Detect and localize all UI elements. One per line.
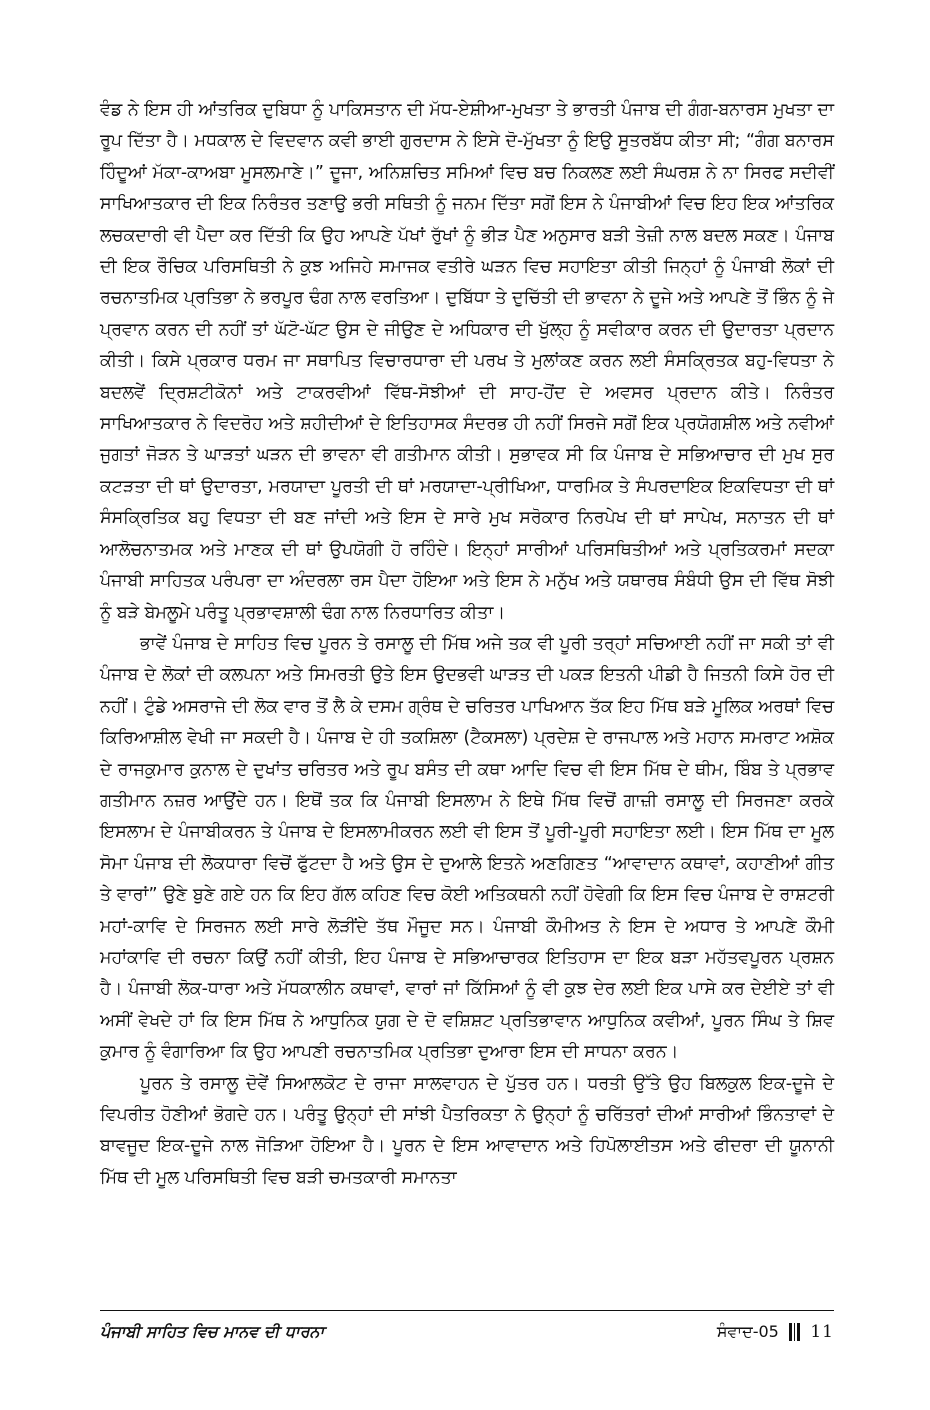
running-title: ਪੰਜਾਬੀ ਸਾਹਿਤ ਵਿਚ ਮਾਨਵ ਦੀ ਧਾਰਨਾ <box>100 1322 325 1341</box>
issue-label: ਸੰਵਾਦ-05 <box>716 1322 779 1341</box>
page-body <box>100 95 834 1194</box>
footer-right <box>717 1322 834 1342</box>
paragraph-3: ਪੂਰਨ ਤੇ ਰਸਾਲੂ ਦੋਵੇਂ ਸਿਆਲਕੋਟ ਦੇ ਰਾਜਾ ਸਾਲਵਾਹਨ ਦੇ ਪੁੱਤਰ ਹਨ। ਧਰਤੀ ਉੱਤੇ ਉਹ ਬਿਲਕੁਲ ਇਕ-ਦੂਜੇ ਦੇ ਵਿਪਰੀਤ ਹੋਣੀਆਂ ਭੋਗਦੇ ਹਨ। ਪਰੰਤੂ ਉਨ੍ਹਾਂ ਦੀ ਸਾਂਝੀ ਪੈਤਰਿਕਤਾ ਨੇ ਉਨ੍ਹਾਂ ਨੂੰ ਚਰਿੱਤਰਾਂ ਦੀਆਂ ਸਾਰੀਆਂ ਭਿੰਨਤਾਵਾਂ ਦੇ ਬਾਵਜੂਦ ਇਕ-ਦੂਜੇ ਨਾਲ ਜੋੜਿਆ ਹੋਇਆ ਹੈ। ਪੂਰਨ ਦੇ ਇਸ ਆਵਾਦਾਨ ਅਤੇ ਹਿਪੋਲਾਈਤਸ ਅਤੇ ਫੀਦਰਾ ਦੀ ਯੂਨਾਨੀ ਮਿੱਥ ਦੀ ਮੂਲ ਪਰਿਸਥਿਤੀ ਵਿਚ ਬੜੀ ਚਮਤਕਾਰੀ ਸਮਾਨਤਾ <box>100 1073 834 1188</box>
page-number: 11 <box>810 1322 834 1342</box>
paragraph-1: ਵੰਡ ਨੇ ਇਸ ਹੀ ਆਂਤਰਿਕ ਦੁਬਿਧਾ ਨੂੰ ਪਾਕਿਸਤਾਨ ਦੀ ਮੱਧ-ਏਸ਼ੀਆ-ਮੁਖਤਾ ਤੇ ਭਾਰਤੀ ਪੰਜਾਬ ਦੀ ਗੰਗ-ਬਨਾਰਸ ਮੁਖਤਾ ਦਾ ਰੂਪ ਦਿੱਤਾ ਹੈ। ਮਧਕਾਲ ਦੇ ਵਿਦਵਾਨ ਕਵੀ ਭਾਈ ਗੁਰਦਾਸ ਨੇ ਇਸੇ ਦੋ-ਮੁੱਖਤਾ ਨੂੰ ਇਉ ਸੂਤਰਬੱਧ ਕੀਤਾ ਸੀ; “ਗੰਗ ਬਨਾਰਸ ਹਿੰਦੂਆਂ ਮੱਕਾ-ਕਾਅਬਾ ਮੂਸਲਮਾਣੇ।” ਦੂਜਾ, ਅਨਿਸ਼ਚਿਤ ਸਮਿਆਂ ਵਿਚ ਬਚ ਨਿਕਲਣ ਲਈ ਸੰਘਰਸ਼ ਨੇ ਨਾ ਸਿਰਫ ਸਦੀਵੀਂ ਸਾਖਿਆਤਕਾਰ ਦੀ ਇਕ ਨਿਰੰਤਰ ਤਣਾਉ ਭਰੀ ਸਥਿਤੀ ਨੂੰ ਜਨਮ ਦਿੱਤਾ ਸਗੋਂ ਇਸ ਨੇ ਪੰਜਾਬੀਆਂ ਵਿਚ ਇਹ ਇਕ ਆਂਤਰਿਕ ਲਚਕਦਾਰੀ ਵੀ ਪੈਦਾ ਕਰ ਦਿੱਤੀ ਕਿ ਉਹ ਆਪਣੇ ਪੱਖਾਂ ਰੁੱਖਾਂ ਨੂੰ ਭੀੜ ਪੈਣ ਅਨੁਸਾਰ ਬੜੀ ਤੇਜ਼ੀ ਨਾਲ ਬਦਲ ਸਕਣ। ਪੰਜਾਬ ਦੀ ਇਕ ਰੌਚਿਕ ਪਰਿਸਥਿਤੀ ਨੇ ਕੁਝ ਅਜਿਹੇ ਸਮਾਜਕ ਵਤੀਰੇ ਘੜਨ ਵਿਚ ਸਹਾਇਤਾ ਕੀਤੀ ਜਿਨ੍ਹਾਂ ਨੂੰ ਪੰਜਾਬੀ ਲੋਕਾਂ ਦੀ ਰਚਨਾਤਮਿਕ ਪ੍ਰਤਿਭਾ ਨੇ ਭਰਪੂਰ ਢੰਗ ਨਾਲ ਵਰਤਿਆ। ਦੁਬਿੱਧਾ ਤੇ ਦੁਚਿੱਤੀ ਦੀ ਭਾਵਨਾ ਨੇ ਦੂਜੇ ਅਤੇ ਆਪਣੇ ਤੋਂ ਭਿੰਨ ਨੂੰ ਜੇ ਪ੍ਰਵਾਨ ਕਰਨ ਦੀ ਨਹੀਂ ਤਾਂ ਘੱਟੋ-ਘੱਟ ਉਸ ਦੇ ਜੀਉਣ ਦੇ ਅਧਿਕਾਰ ਦੀ ਖੁੱਲ੍ਹ ਨੂੰ ਸਵੀਕਾਰ ਕਰਨ ਦੀ ਉਦਾਰਤਾ ਪ੍ਰਦਾਨ ਕੀਤੀ। ਕਿਸੇ ਪ੍ਰਕਾਰ ਧਰਮ ਜਾ ਸਥਾਪਿਤ ਵਿਚਾਰਧਾਰਾ ਦੀ ਪਰਖ ਤੇ ਮੁਲਾਂਕਣ ਕਰਨ ਲਈ ਸੰਸਕ੍ਰਿਤਕ ਬਹੁ-ਵਿਧਤਾ ਨੇ ਬਦਲਵੇਂ ਦ੍ਰਿਸ਼ਟੀਕੋਨਾਂ ਅਤੇ ਟਾਕਰਵੀਆਂ ਵਿੱਥ-ਸੋਝੀਆਂ ਦੀ ਸਾਹ-ਹੋਂਦ ਦੇ ਅਵਸਰ ਪ੍ਰਦਾਨ ਕੀਤੇ। ਨਿਰੰਤਰ ਸਾਖਿਆਤਕਾਰ ਨੇ ਵਿਦਰੋਹ ਅਤੇ ਸ਼ਹੀਦੀਆਂ ਦੇ ਇਤਿਹਾਸਕ ਸੰਦਰਭ ਹੀ ਨਹੀਂ ਸਿਰਜੇ ਸਗੋਂ ਇਕ ਪ੍ਰਯੋਗਸ਼ੀਲ ਅਤੇ ਨਵੀਆਂ ਜੁਗਤਾਂ ਜੋੜਨ ਤੇ ਘਾੜਤਾਂ ਘੜਨ ਦੀ ਭਾਵਨਾ ਵੀ ਗਤੀਮਾਨ ਕੀਤੀ। ਸੁਭਾਵਕ ਸੀ ਕਿ ਪੰਜਾਬ ਦੇ ਸਭਿਆਚਾਰ ਦੀ ਮੁਖ ਸੁਰ ਕਟੜਤਾ ਦੀ ਥਾਂ ਉਦਾਰਤਾ, ਮਰਯਾਦਾ ਪੂਰਤੀ ਦੀ ਥਾਂ ਮਰਯਾਦਾ-ਪ੍ਰੀਖਿਆ, ਧਾਰਮਿਕ ਤੇ ਸੰਪਰਦਾਇਕ ਇਕਵਿਧਤਾ ਦੀ ਥਾਂ ਸੰਸਕ੍ਰਿਤਿਕ ਬਹੁ ਵਿਧਤਾ ਦੀ ਬਣ ਜਾਂਦੀ ਅਤੇ ਇਸ ਦੇ ਸਾਰੇ ਮੁਖ ਸਰੋਕਾਰ ਨਿਰਪੇਖ ਦੀ ਥਾਂ ਸਾਪੇਖ, ਸਨਾਤਨ ਦੀ ਥਾਂ ਆਲੋਚਨਾਤਮਕ ਅਤੇ ਮਾਣਕ ਦੀ ਥਾਂ ਉਪਯੋਗੀ ਹੋ ਰਹਿੰਦੇ। ਇਨ੍ਹਾਂ ਸਾਰੀਆਂ ਪਰਿਸਥਿਤੀਆਂ ਅਤੇ ਪ੍ਰਤਿਕਰਮਾਂ ਸਦਕਾ ਪੰਜਾਬੀ ਸਾਹਿਤਕ ਪਰੰਪਰਾ ਦਾ ਅੰਦਰਲਾ ਰਸ ਪੈਦਾ ਹੋਇਆ ਅਤੇ ਇਸ ਨੇ ਮਨੁੱਖ ਅਤੇ ਯਥਾਰਥ ਸੰਬੰਧੀ ਉਸ ਦੀ ਵਿੱਥ ਸੋਝੀ ਨੂੰ ਬੜੇ ਬੇਮਲੂਮੇ ਪਰੰਤੂ ਪ੍ਰਭਾਵਸ਼ਾਲੀ ਢੰਗ ਨਾਲ ਨਿਰਧਾਰਿਤ ਕੀਤਾ। <box>100 100 834 623</box>
bars-icon <box>789 1323 801 1341</box>
paragraph-2: ਭਾਵੇਂ ਪੰਜਾਬ ਦੇ ਸਾਹਿਤ ਵਿਚ ਪੂਰਨ ਤੇ ਰਸਾਲੂ ਦੀ ਮਿੱਥ ਅਜੇ ਤਕ ਵੀ ਪੂਰੀ ਤਰ੍ਹਾਂ ਸਚਿਆਈ ਨਹੀਂ ਜਾ ਸਕੀ ਤਾਂ ਵੀ ਪੰਜਾਬ ਦੇ ਲੋਕਾਂ ਦੀ ਕਲਪਨਾ ਅਤੇ ਸਿਮਰਤੀ ਉਤੇ ਇਸ ਉਦਭਵੀ ਘਾੜਤ ਦੀ ਪਕੜ ਇਤਨੀ ਪੀਡੀ ਹੈ ਜਿਤਨੀ ਕਿਸੇ ਹੋਰ ਦੀ ਨਹੀਂ। ਟੁੰਡੇ ਅਸਰਾਜੇ ਦੀ ਲੋਕ ਵਾਰ ਤੋਂ ਲੈ ਕੇ ਦਸਮ ਗ੍ਰੰਥ ਦੇ ਚਰਿਤਰ ਪਾਖਿਆਨ ਤੱਕ ਇਹ ਮਿੱਥ ਬੜੇ ਮੂਲਿਕ ਅਰਥਾਂ ਵਿਚ ਕਿਰਿਆਸ਼ੀਲ ਵੇਖੀ ਜਾ ਸਕਦੀ ਹੈ। ਪੰਜਾਬ ਦੇ ਹੀ ਤਕਸ਼ਿਲਾ (ਟੈਕਸਲਾ) ਪ੍ਰਦੇਸ਼ ਦੇ ਰਾਜਪਾਲ ਅਤੇ ਮਹਾਨ ਸਮਰਾਟ ਅਸ਼ੋਕ ਦੇ ਰਾਜਕੁਮਾਰ ਕੁਨਾਲ ਦੇ ਦੁਖਾਂਤ ਚਰਿਤਰ ਅਤੇ ਰੂਪ ਬਸੰਤ ਦੀ ਕਥਾ ਆਦਿ ਵਿਚ ਵੀ ਇਸ ਮਿੱਥ ਦੇ ਥੀਮ, ਬਿੰਬ ਤੇ ਪ੍ਰਭਾਵ ਗਤੀਮਾਨ ਨਜ਼ਰ ਆਉਂਦੇ ਹਨ। ਇਥੋਂ ਤਕ ਕਿ ਪੰਜਾਬੀ ਇਸਲਾਮ ਨੇ ਇਥੇ ਮਿੱਥ ਵਿਚੋਂ ਗਾਜ਼ੀ ਰਸਾਲੂ ਦੀ ਸਿਰਜਣਾ ਕਰਕੇ ਇਸਲਾਮ ਦੇ ਪੰਜਾਬੀਕਰਨ ਤੇ ਪੰਜਾਬ ਦੇ ਇਸਲਾਮੀਕਰਨ ਲਈ ਵੀ ਇਸ ਤੋਂ ਪੂਰੀ-ਪੂਰੀ ਸਹਾਇਤਾ ਲਈ। ਇਸ ਮਿੱਥ ਦਾ ਮੂਲ ਸੋਮਾ ਪੰਜਾਬ ਦੀ ਲੋਕਧਾਰਾ ਵਿਚੋਂ ਫੁੱਟਦਾ ਹੈ ਅਤੇ ਉਸ ਦੇ ਦੁਆਲੇ ਇਤਨੇ ਅਣਗਿਣਤ “ਆਵਾਦਾਨ ਕਥਾਵਾਂ, ਕਹਾਣੀਆਂ ਗੀਤ ਤੇ ਵਾਰਾਂ” ਉਣੇ ਬੁਣੇ ਗਏ ਹਨ ਕਿ ਇਹ ਗੱਲ ਕਹਿਣ ਵਿਚ ਕੋਈ ਅਤਿਕਥਨੀ ਨਹੀਂ ਹੋਵੇਗੀ ਕਿ ਇਸ ਵਿਚ ਪੰਜਾਬ ਦੇ ਰਾਸ਼ਟਰੀ ਮਹਾਂ-ਕਾਵਿ ਦੇ ਸਿਰਜਨ ਲਈ ਸਾਰੇ ਲੋੜੀਂਦੇ ਤੱਥ ਮੌਜੂਦ ਸਨ। ਪੰਜਾਬੀ ਕੌਮੀਅਤ ਨੇ ਇਸ ਦੇ ਅਧਾਰ ਤੇ ਆਪਣੇ ਕੌਮੀ ਮਹਾਂਕਾਵਿ ਦੀ ਰਚਨਾ ਕਿਉਂ ਨਹੀਂ ਕੀਤੀ, ਇਹ ਪੰਜਾਬ ਦੇ ਸਭਿਆਚਾਰਕ ਇਤਿਹਾਸ ਦਾ ਇਕ ਬੜਾ ਮਹੱਤਵਪੂਰਨ ਪ੍ਰਸ਼ਨ ਹੈ। ਪੰਜਾਬੀ ਲੋਕ-ਧਾਰਾ ਅਤੇ ਮੱਧਕਾਲੀਨ ਕਥਾਵਾਂ, ਵਾਰਾਂ ਜਾਂ ਕਿੱਸਿਆਂ ਨੂੰ ਵੀ ਕੁਝ ਦੇਰ ਲਈ ਇਕ ਪਾਸੇ ਕਰ ਦੇਈਏ ਤਾਂ ਵੀ ਅਸੀਂ ਵੇਖਦੇ ਹਾਂ ਕਿ ਇਸ ਮਿੱਥ ਨੇ ਆਧੁਨਿਕ ਯੁਗ ਦੇ ਦੋ ਵਸ਼ਿਸ਼ਟ ਪ੍ਰਤਿਭਾਵਾਨ ਆਧੁਨਿਕ ਕਵੀਆਂ, ਪੂਰਨ ਸਿੰਘ ਤੇ ਸ਼ਿਵ ਕੁਮਾਰ ਨੂੰ ਵੰਗਾਰਿਆ ਕਿ ਉਹ ਆਪਣੀ ਰਚਨਾਤਮਿਕ ਪ੍ਰਤਿਭਾ ਦੁਆਰਾ ਇਸ ਦੀ ਸਾਧਨਾ ਕਰਨ। <box>100 633 834 1063</box>
page-footer <box>100 1322 834 1352</box>
footer-divider <box>100 1310 834 1311</box>
